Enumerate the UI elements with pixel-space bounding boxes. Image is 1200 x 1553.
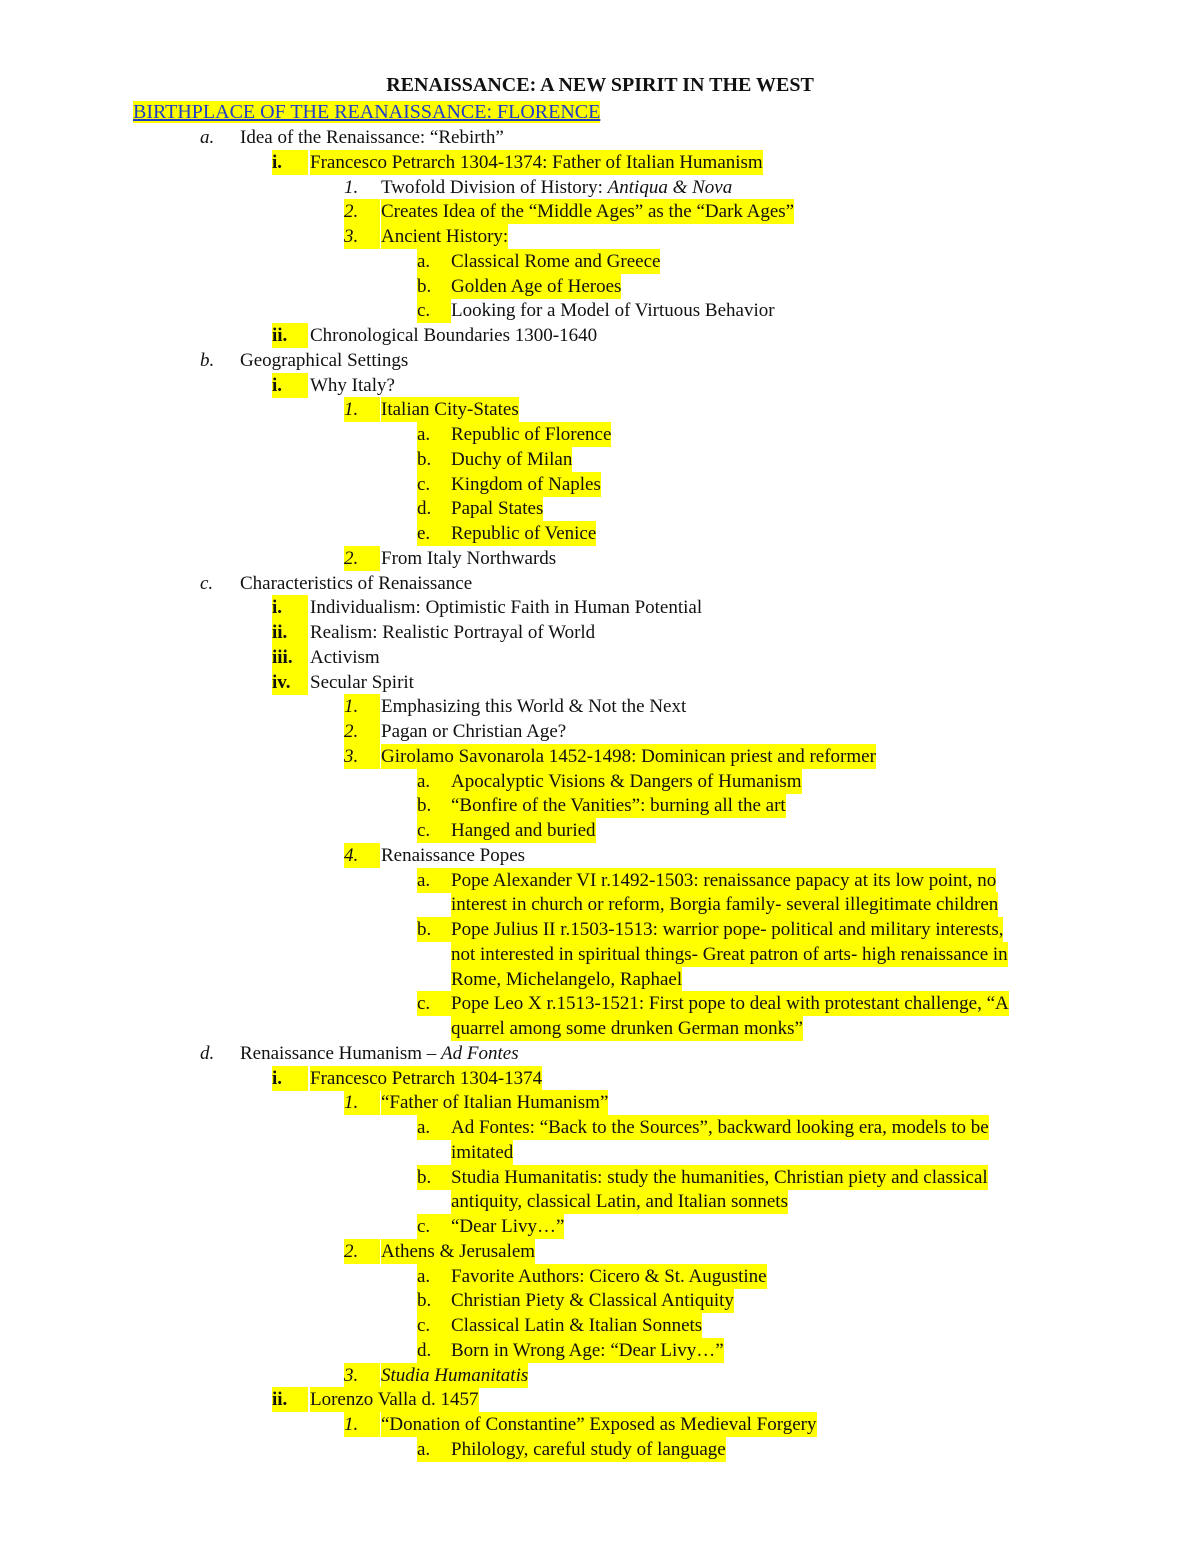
outline-text-main: Lorenzo Valla d. 1457 bbox=[310, 1389, 479, 1411]
outline-marker: ii. bbox=[272, 620, 308, 645]
outline-marker: c. bbox=[417, 1214, 451, 1239]
outline-marker: c. bbox=[417, 472, 451, 497]
outline-text-main: Idea of the Renaissance: “Rebirth” bbox=[240, 127, 504, 148]
outline-text-main: Characteristics of Renaissance bbox=[240, 572, 473, 594]
outline-marker: a. bbox=[417, 1115, 451, 1140]
outline-text bbox=[451, 917, 1003, 942]
outline-marker: i. bbox=[272, 595, 308, 620]
outline-text bbox=[381, 744, 876, 769]
outline-marker: 1. bbox=[344, 694, 380, 719]
outline-marker: 2. bbox=[344, 1239, 380, 1264]
outline-text bbox=[240, 125, 504, 150]
outline-text bbox=[310, 595, 702, 620]
outline-text-main: Republic of Florence bbox=[451, 424, 612, 445]
outline-text bbox=[381, 199, 794, 224]
outline-text bbox=[451, 991, 1009, 1016]
outline-text bbox=[451, 447, 572, 472]
outline-marker: c. bbox=[200, 572, 214, 594]
outline-marker: 2. bbox=[344, 546, 380, 571]
outline-marker: 1. bbox=[344, 176, 359, 198]
outline-text-main: Pagan or Christian Age? bbox=[381, 721, 567, 742]
outline-text bbox=[451, 1338, 724, 1363]
outline-text-italic: Antiqua & Nova bbox=[607, 176, 733, 198]
outline-text bbox=[451, 1115, 989, 1140]
outline-marker: a. bbox=[417, 249, 451, 274]
outline-text-main: Emphasizing this World & Not the Next bbox=[381, 696, 687, 718]
outline-text bbox=[451, 274, 621, 299]
outline-text bbox=[240, 571, 472, 596]
outline-text bbox=[451, 892, 998, 917]
outline-text-main: “Bonfire of the Vanities”: burning all the art bbox=[451, 795, 786, 817]
outline-text bbox=[451, 793, 786, 818]
outline-marker: 3. bbox=[344, 744, 380, 769]
outline-text-main: Renaissance Popes bbox=[381, 844, 526, 866]
outline-text bbox=[451, 422, 611, 447]
outline-text bbox=[381, 1239, 535, 1264]
outline-text bbox=[310, 670, 414, 695]
outline-marker: c. bbox=[417, 298, 451, 323]
outline-text bbox=[451, 1140, 513, 1165]
outline-text-main: Golden Age of Heroes bbox=[451, 275, 622, 297]
outline-text bbox=[451, 496, 543, 521]
outline-text bbox=[451, 521, 596, 546]
outline-marker: c. bbox=[417, 991, 451, 1016]
outline-text bbox=[451, 298, 775, 323]
outline-text-main: Rome, Michelangelo, Raphael bbox=[451, 968, 683, 990]
outline-marker: c. bbox=[417, 818, 451, 843]
outline-text-main: Chronological Boundaries 1300-1640 bbox=[310, 325, 598, 346]
outline-marker: d. bbox=[200, 1042, 215, 1064]
outline-text-main: Twofold Division of History: bbox=[381, 176, 608, 198]
outline-text-main: Studia Humanitatis: study the humanities, Christian piety and classical bbox=[451, 1166, 988, 1188]
outline-marker: d. bbox=[417, 496, 451, 521]
outline-marker: 1. bbox=[344, 1412, 380, 1437]
outline-text-italic: Ad Fontes bbox=[441, 1042, 519, 1064]
outline-text-main: “Dear Livy…” bbox=[451, 1216, 565, 1237]
outline-marker: a. bbox=[417, 1264, 451, 1289]
outline-marker: 4. bbox=[344, 843, 380, 868]
outline-text bbox=[451, 1189, 788, 1214]
outline-text-main: Athens & Jerusalem bbox=[381, 1240, 536, 1262]
outline-marker: a. bbox=[417, 422, 451, 447]
outline-marker: i. bbox=[272, 373, 308, 398]
outline-marker: iii. bbox=[272, 645, 308, 670]
document-title: RENAISSANCE: A NEW SPIRIT IN THE WEST bbox=[386, 74, 814, 96]
outline-text bbox=[310, 150, 763, 175]
outline-marker: i. bbox=[272, 150, 308, 175]
outline-marker: 1. bbox=[344, 1090, 380, 1115]
outline-marker: b. bbox=[417, 274, 451, 299]
outline-text-main: Ancient History: bbox=[381, 226, 509, 247]
outline-text-main: Republic of Venice bbox=[451, 523, 597, 544]
outline-text-main: Christian Piety & Classical Antiquity bbox=[451, 1290, 734, 1312]
outline-marker: 2. bbox=[344, 719, 380, 744]
outline-text-main: Secular Spirit bbox=[310, 671, 414, 693]
outline-text-main: Francesco Petrarch 1304-1374 bbox=[310, 1067, 543, 1089]
outline-marker: iv. bbox=[272, 670, 308, 695]
outline-text bbox=[240, 1041, 519, 1066]
outline-text bbox=[451, 1264, 767, 1289]
outline-text bbox=[451, 1313, 702, 1338]
outline-text-main: Duchy of Milan bbox=[451, 448, 573, 470]
outline-text bbox=[451, 1165, 988, 1190]
outline-text-main: Kingdom of Naples bbox=[451, 473, 601, 495]
outline-marker: b. bbox=[417, 1165, 451, 1190]
outline-text bbox=[451, 1016, 803, 1041]
outline-text-main: Pope Alexander VI r.1492-1503: renaissance papacy at its low point, no bbox=[451, 869, 997, 891]
outline-text-main: Classical Latin & Italian Sonnets bbox=[451, 1315, 703, 1336]
outline-text-main: Pope Leo X r.1513-1521: First pope to deal with protestant challenge, “A bbox=[451, 993, 1009, 1015]
outline-text bbox=[310, 1387, 479, 1412]
outline-marker: ii. bbox=[272, 1387, 308, 1412]
outline-marker: e. bbox=[417, 521, 451, 546]
outline-marker: b. bbox=[200, 349, 215, 371]
outline-text-main: Apocalyptic Visions & Dangers of Humanism bbox=[451, 770, 802, 792]
outline-text bbox=[451, 769, 802, 794]
outline-text-main: Pope Julius II r.1503-1513: warrior pope- political and military interests, bbox=[451, 919, 1004, 940]
outline-text-main: Individualism: Optimistic Faith in Human Potential bbox=[310, 597, 703, 619]
outline-text-main: Favorite Authors: Cicero & St. Augustine bbox=[451, 1265, 767, 1287]
outline-text-main: “Donation of Constantine” Exposed as Medieval Forgery bbox=[381, 1414, 817, 1435]
outline-text-main: Creates Idea of the “Middle Ages” as the “Dark Ages” bbox=[381, 201, 795, 223]
outline-text bbox=[451, 472, 601, 497]
outline-text bbox=[451, 1214, 564, 1239]
outline-text-main: antiquity, classical Latin, and Italian sonnets bbox=[451, 1191, 788, 1213]
outline-text bbox=[451, 942, 1008, 967]
outline-text-main: Francesco Petrarch 1304-1374: Father of Italian Humanism bbox=[310, 151, 763, 173]
outline-text-main: imitated bbox=[451, 1141, 514, 1163]
outline-text bbox=[451, 818, 596, 843]
outline-text bbox=[451, 1437, 726, 1462]
outline-marker: b. bbox=[417, 793, 451, 818]
outline-marker: a. bbox=[417, 1437, 451, 1462]
outline-marker: a. bbox=[417, 868, 451, 893]
outline-marker: 3. bbox=[344, 1363, 380, 1388]
outline-text-main: Hanged and buried bbox=[451, 820, 596, 841]
outline-text bbox=[381, 224, 508, 249]
outline-text bbox=[310, 645, 380, 670]
outline-text bbox=[381, 719, 566, 744]
outline-text-main: not interested in spiritual things- Great patron of arts- high renaissance in bbox=[451, 943, 1008, 965]
outline-text bbox=[451, 967, 682, 992]
section-heading-text: BIRTHPLACE OF THE REANAISSANCE: FLORENCE bbox=[133, 101, 601, 123]
outline-marker: b. bbox=[417, 917, 451, 942]
outline-marker: a. bbox=[200, 127, 215, 148]
outline-marker: 1. bbox=[344, 397, 380, 422]
outline-text-main: Why Italy? bbox=[310, 374, 395, 396]
outline-text-main: From Italy Northwards bbox=[381, 547, 557, 569]
outline-text bbox=[381, 175, 732, 200]
outline-text-main: “Father of Italian Humanism” bbox=[381, 1092, 609, 1114]
outline-text-main: Papal States bbox=[451, 498, 544, 520]
outline-text bbox=[451, 868, 996, 893]
outline-text bbox=[381, 1363, 528, 1388]
outline-marker: a. bbox=[417, 769, 451, 794]
outline-marker: 2. bbox=[344, 199, 380, 224]
outline-text bbox=[240, 348, 408, 373]
outline-text-main: Ad Fontes: “Back to the Sources”, backward looking era, models to be bbox=[451, 1117, 989, 1138]
outline-text-main: Realism: Realistic Portrayal of World bbox=[310, 622, 596, 643]
outline-text-main: Girolamo Savonarola 1452-1498: Dominican priest and reformer bbox=[381, 745, 876, 767]
outline-marker: b. bbox=[417, 447, 451, 472]
outline-text bbox=[381, 843, 525, 868]
outline-text bbox=[310, 323, 597, 348]
outline-text bbox=[381, 694, 686, 719]
outline-text bbox=[381, 1090, 608, 1115]
outline-text bbox=[451, 1288, 734, 1313]
outline-text-italic: Studia Humanitatis bbox=[381, 1364, 529, 1386]
outline-marker: 3. bbox=[344, 224, 380, 249]
outline-text-main: Activism bbox=[310, 646, 380, 668]
outline-marker: ii. bbox=[272, 323, 308, 348]
outline-text bbox=[310, 1066, 542, 1091]
outline-marker: i. bbox=[272, 1066, 308, 1091]
outline-text bbox=[381, 1412, 817, 1437]
outline-marker: d. bbox=[417, 1338, 451, 1363]
outline-marker: b. bbox=[417, 1288, 451, 1313]
outline-text-main: quarrel among some drunken German monks” bbox=[451, 1018, 803, 1039]
outline-text-main: Classical Rome and Greece bbox=[451, 250, 661, 272]
outline-text bbox=[381, 397, 519, 422]
outline-text-main: Geographical Settings bbox=[240, 349, 409, 371]
outline-text-main: Born in Wrong Age: “Dear Livy…” bbox=[451, 1339, 724, 1361]
outline-marker: c. bbox=[417, 1313, 451, 1338]
outline-text-main: Philology, careful study of language bbox=[451, 1438, 726, 1460]
outline-text bbox=[381, 546, 556, 571]
outline-text-main: Renaissance Humanism – bbox=[240, 1042, 442, 1064]
outline-text-main: Looking for a Model of Virtuous Behavior bbox=[451, 300, 775, 322]
outline-text-main: Italian City-States bbox=[381, 399, 519, 421]
outline-text bbox=[310, 373, 395, 398]
outline-text bbox=[310, 620, 595, 645]
outline-text bbox=[451, 249, 660, 274]
outline-text-main: interest in church or reform, Borgia family- several illegitimate children bbox=[451, 894, 999, 916]
section-heading bbox=[133, 100, 600, 125]
